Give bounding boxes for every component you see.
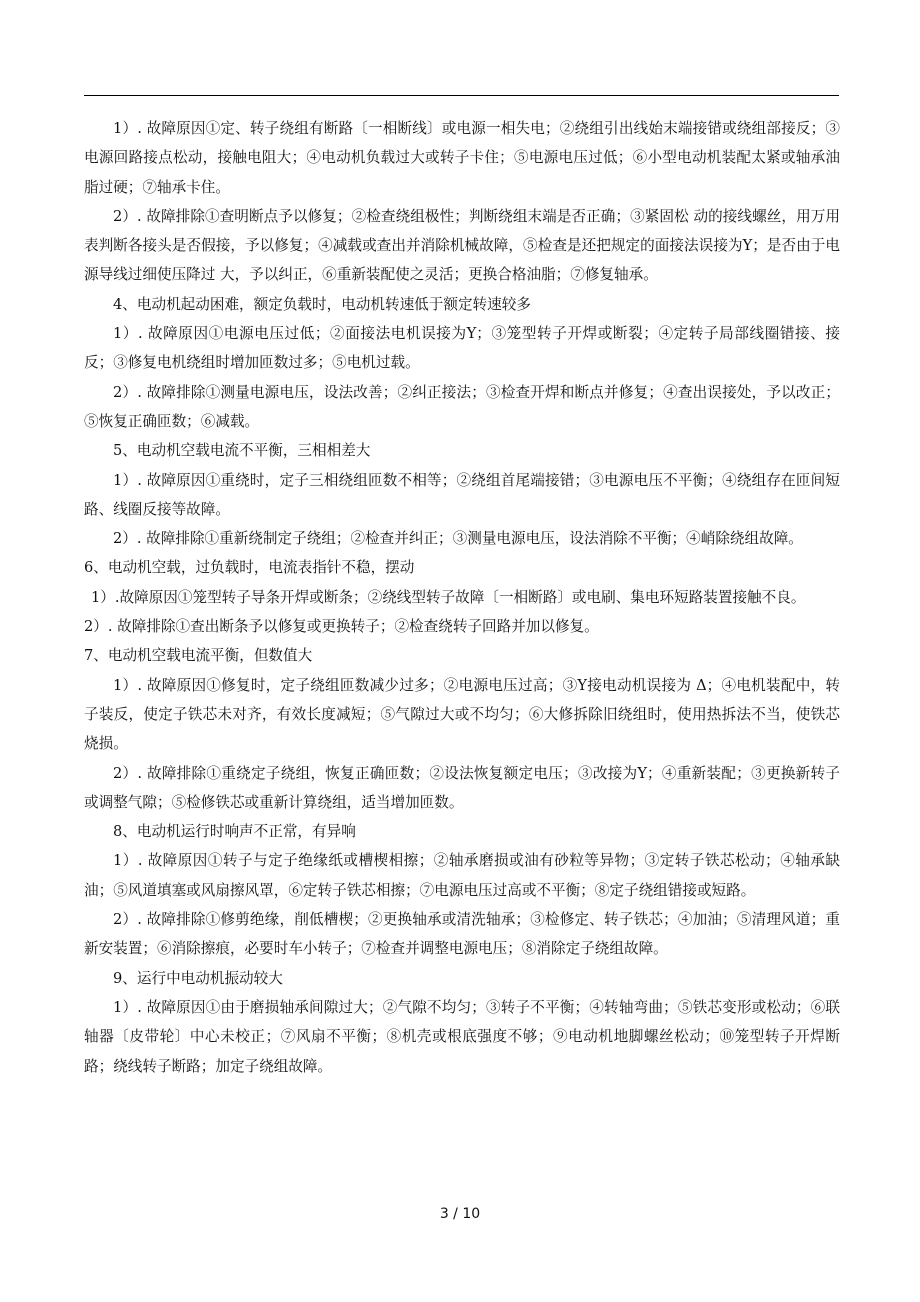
paragraph: 1）. 故障原因①重绕时，定子三相绕组匝数不相等；②绕组首尾端接错；③电源电压不平衡；④绕组存在匝间短路、线圈反接等故障。 [84,471,840,518]
header-rule [84,95,839,96]
section-heading: 4、电动机起动困难，额定负载时，电动机转速低于额定转速较多 [113,295,531,313]
paragraph: 2）. 故障排除①修剪绝缘，削低槽楔；②更换轴承或清洗轴承；③检修定、转子铁芯；④加油；⑤清理风道；重新安装置；⑥消除擦痕，必要时车小转子；⑦检查并调整电源电压；⑧消除定子绕组故障。 [84,911,840,958]
section-heading: 7、电动机空载电流平衡，但数值大 [84,647,313,665]
section-heading: 5、电动机空载电流不平衡，三相相差大 [113,442,371,460]
paragraph: 1）. 故障原因①由于磨损轴承间隙过大；②气隙不均匀；③转子不平衡；④转轴弯曲；⑤铁芯变形或松动；⑥联轴器〔皮带轮〕中心未校正；⑦风扇不平衡；⑧机壳或根底强度不够；⑨电动机地脚螺丝松动；⑩笼型转子开焊断路；绕线转子断路；加定子绕组故障。 [84,998,840,1075]
paragraph: 1）.故障原因①笼型转子导条开焊或断条；②绕线型转子故障〔一相断路〕或电刷、集电环短路装置接触不良。 [91,588,806,606]
paragraph: 1）. 故障原因①电源电压过低；②面接法电机误接为Y；③笼型转子开焊或断裂；④定转子局部线圈错接、接反；③修复电机绕组时增加匝数过多；⑤电机过载。 [84,325,840,372]
page-number: 3 / 10 [439,1206,481,1222]
paragraph: 2）. 故障排除①查明断点予以修复；②检查绕组极性；判断绕组末端是否正确；③紧固松 动的接线螺丝，用万用表判断各接头是否假接，予以修复；④减载或查出并消除机械故障，⑤检查是还把规定的面接法误接为Y；是否由于电源导线过细使压降过 大，予以纠正，⑥重新装配使之灵活；更换合格油脂；⑦修复轴承。 [84,207,840,284]
paragraph: 1）. 故障原因①定、转子绕组有断路〔一相断线〕或电源一相失电；②绕组引出线始末端接错或绕组部接反；③电源回路接点松动，接触电阻大；④电动机负载过大或转子卡住；⑤电源电压过低；⑥小型电动机装配太紧或轴承油脂过硬；⑦轴承卡住。 [84,120,840,196]
paragraph: 2）. 故障排除①查出断条予以修复或更换转子；②检查绕转子回路并加以修复。 [84,618,599,636]
document-body [84,114,840,1081]
paragraph: 2）. 故障排除①重新绕制定子绕组；②检查并纠正；③测量电源电压，设法消除不平衡；④峭除绕组故障。 [113,530,803,548]
paragraph: 1）. 故障原因①修复时，定子绕组匝数减少过多；②电源电压过高；③Y接电动机误接为 Δ；④电机装配中，转子装反，使定子铁芯未对齐，有效长度减短；⑤气隙过大或不均匀；⑥大修拆除旧绕组时，使用热拆法不当，使铁芯烧损。 [84,676,840,753]
paragraph: 2）. 故障排除①重绕定子绕组，恢复正确匝数；②设法恢复额定电压；③改接为Y；④重新装配；③更换新转子或调整气隙；⑤检修铁芯或重新计算绕组，适当增加匝数。 [84,764,840,811]
paragraph: 2）. 故障排除①测量电源电压，设法改善；②纠正接法；③检查开焊和断点并修复；④查出误接处，予以改正；⑤恢复正确匝数；⑥减载。 [84,383,840,430]
section-heading: 6、电动机空载，过负载时，电流表指针不稳，摆动 [84,559,415,577]
section-heading: 9、运行中电动机振动较大 [113,969,283,987]
section-heading: 8、电动机运行时响声不正常，有异响 [113,823,356,841]
paragraph: 1）. 故障原因①转子与定子绝缘纸或槽楔相擦；②轴承磨损或油有砂粒等异物；③定转子铁芯松动；④轴承缺油；⑤风道填塞或风扇擦风罩，⑥定转子铁芯相擦；⑦电源电压过高或不平衡；⑧定子绕组错接或短路。 [84,852,840,899]
